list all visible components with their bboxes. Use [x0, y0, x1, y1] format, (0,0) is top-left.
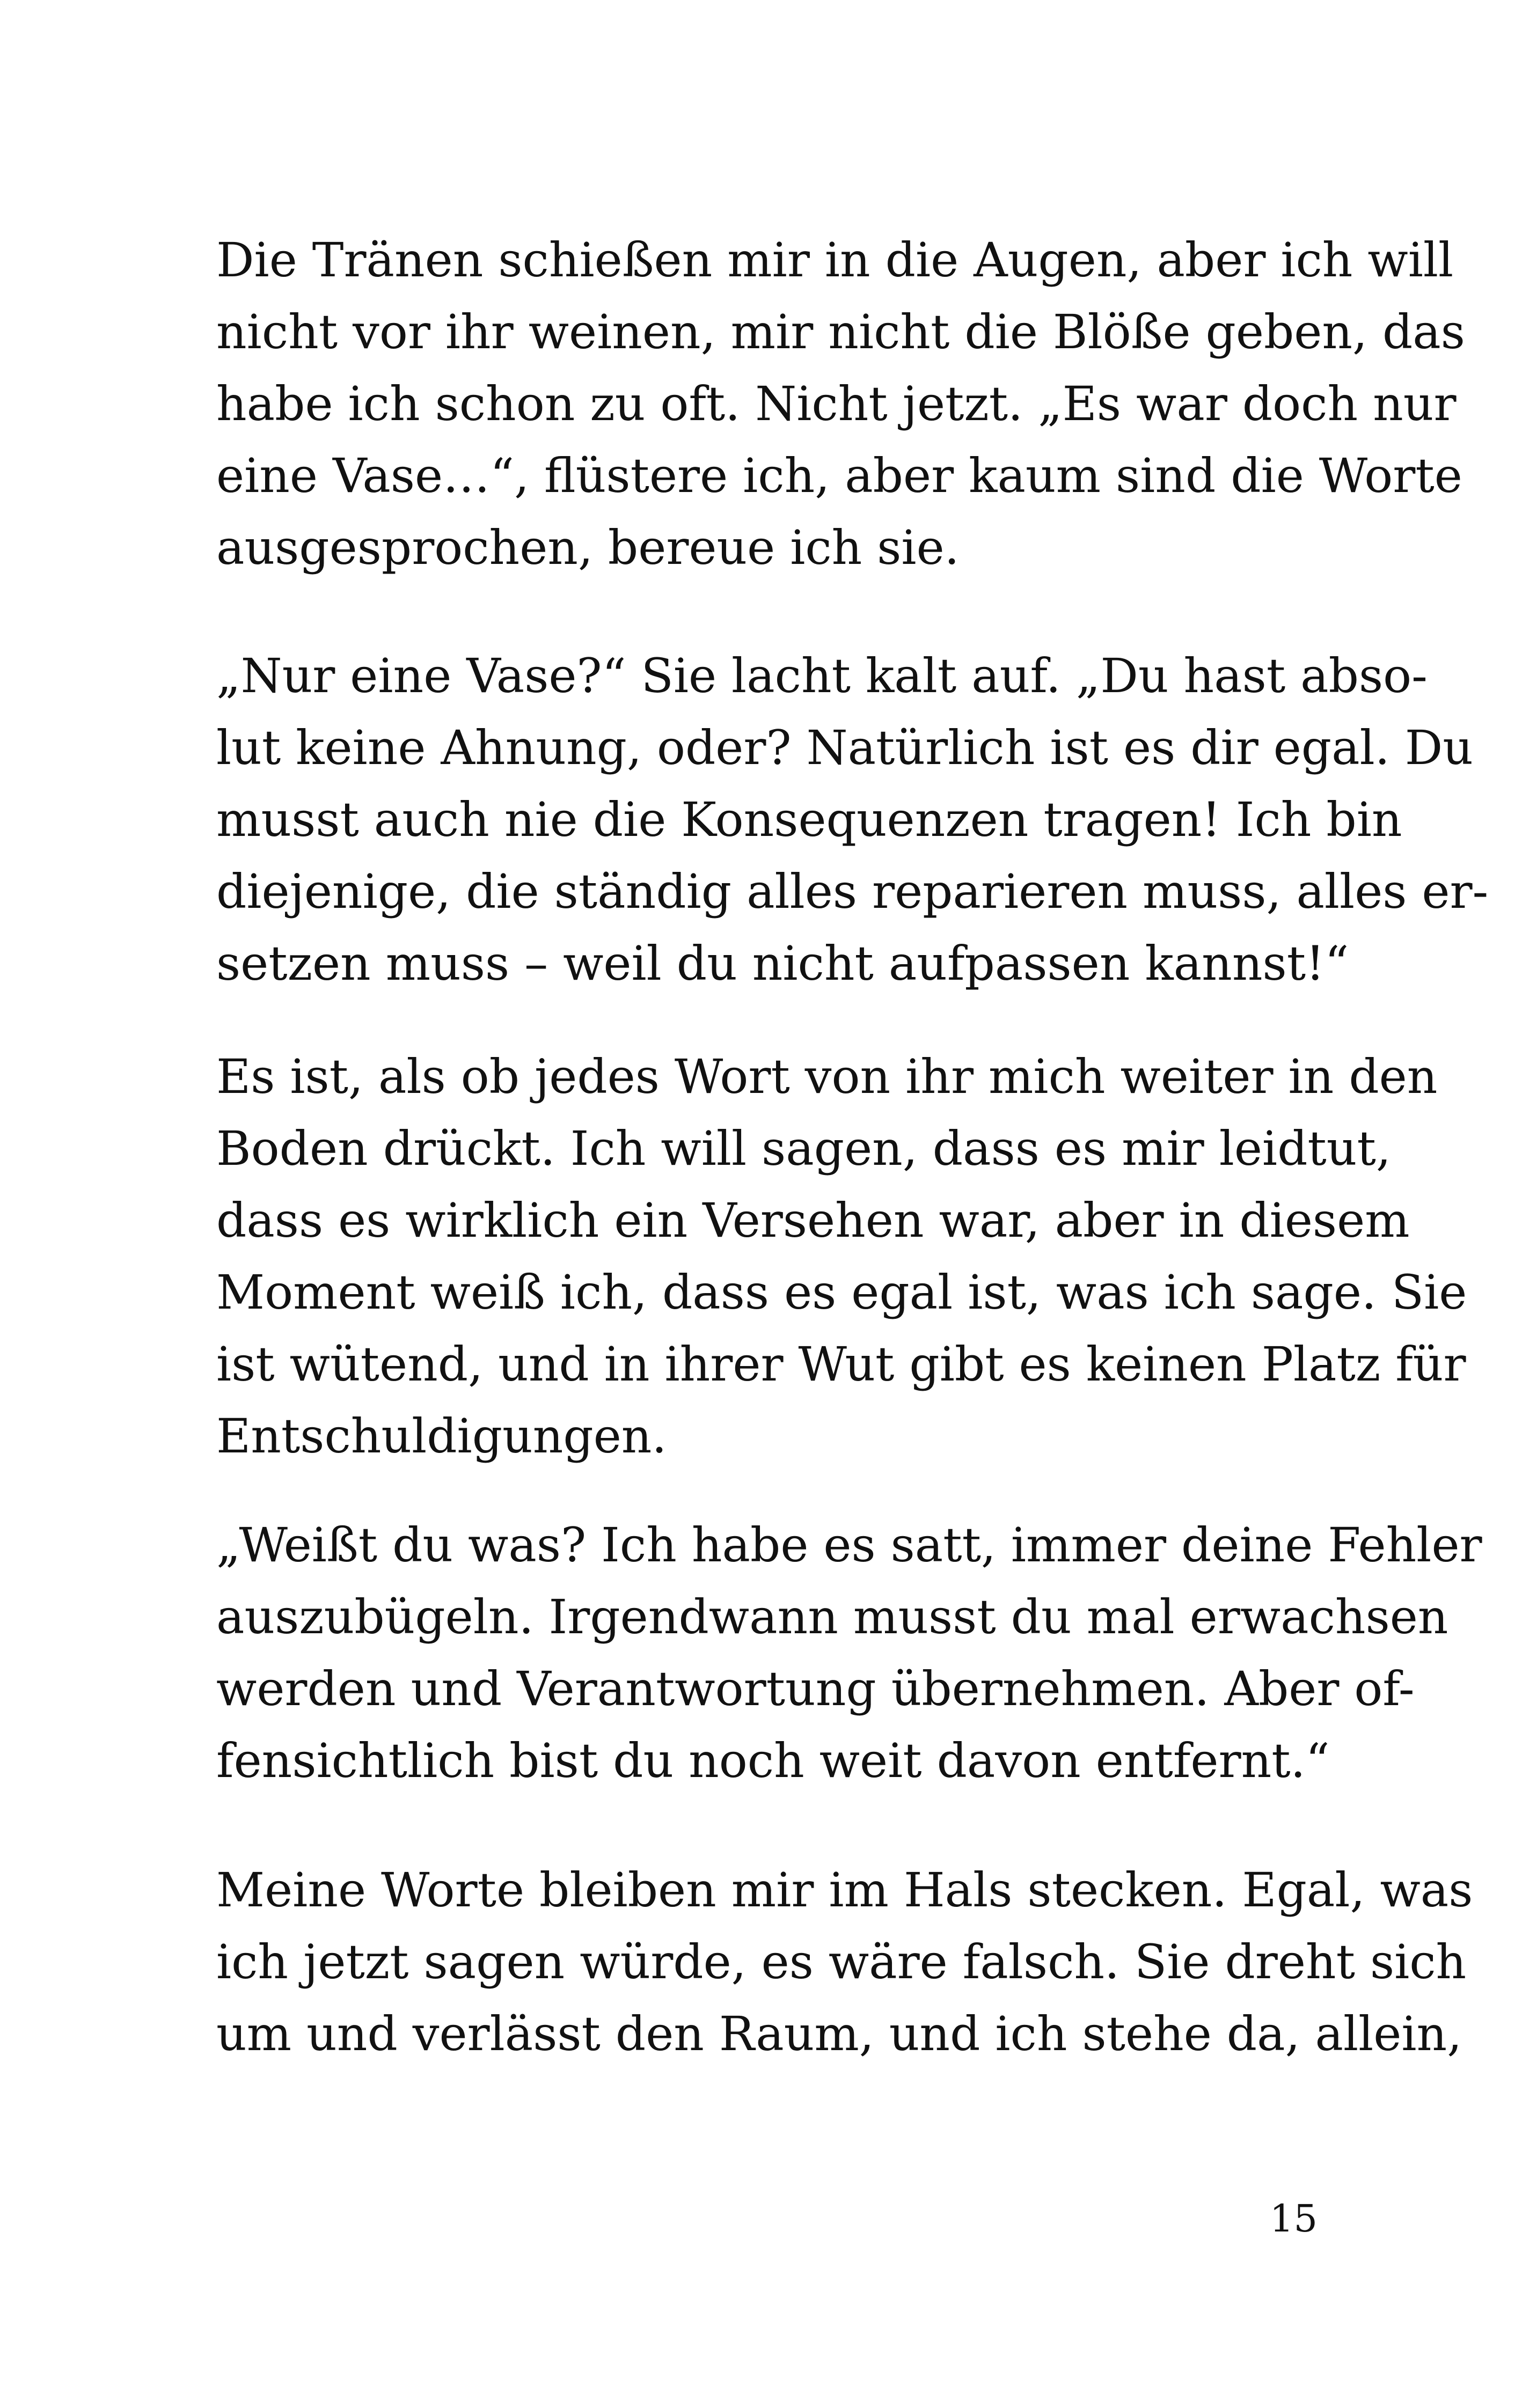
paragraph-1	[216, 224, 1465, 584]
text-line: werden und Verantwortung übernehmen. Aber of-	[216, 1661, 1415, 1716]
text-line: eine Vase…“, flüstere ich, aber kaum sind die Worte	[216, 448, 1462, 503]
text-line: ich jetzt sagen würde, es wäre falsch. Sie dreht sich	[216, 1934, 1467, 1989]
text-line: lut keine Ahnung, oder? Natürlich ist es dir egal. Du	[216, 720, 1473, 775]
text-line: ausgesprochen, bereue ich sie.	[216, 520, 960, 575]
text-line: auszubügeln. Irgendwann musst du mal erwachsen	[216, 1589, 1448, 1645]
text-line: dass es wirklich ein Versehen war, aber in diesem	[216, 1193, 1410, 1248]
paragraph-5	[216, 1854, 1473, 2070]
text-line: Entschuldigungen.	[216, 1408, 667, 1464]
paragraph-2	[216, 640, 1489, 1000]
text-line: setzen muss – weil du nicht aufpassen kannst!“	[216, 936, 1349, 991]
text-line: Moment weiß ich, dass es egal ist, was ich sage. Sie	[216, 1265, 1467, 1320]
text-line: diejenige, die ständig alles reparieren muss, alles er-	[216, 864, 1489, 919]
page-number: 15	[1269, 2197, 1318, 2241]
text-line: um und verlässt den Raum, und ich stehe da, allein,	[216, 2006, 1462, 2061]
text-line: habe ich schon zu oft. Nicht jetzt. „Es war doch nur	[216, 376, 1457, 431]
text-line: fensichtlich bist du noch weit davon entfernt.“	[216, 1733, 1330, 1788]
text-line: „Weißt du was? Ich habe es satt, immer deine Fehler	[216, 1517, 1482, 1573]
text-line: „Nur eine Vase?“ Sie lacht kalt auf. „Du hast abso-	[216, 648, 1428, 703]
text-line: nicht vor ihr weinen, mir nicht die Blöße geben, das	[216, 304, 1465, 359]
text-line: ist wütend, und in ihrer Wut gibt es keinen Platz für	[216, 1337, 1466, 1392]
paragraph-3	[216, 1041, 1467, 1472]
text-line: musst auch nie die Konsequenzen tragen! Ich bin	[216, 792, 1402, 847]
text-line: Es ist, als ob jedes Wort von ihr mich weiter in den	[216, 1049, 1438, 1104]
text-line: Meine Worte bleiben mir im Hals stecken. Egal, was	[216, 1862, 1473, 1918]
text-line: Die Tränen schießen mir in die Augen, aber ich will	[216, 232, 1454, 288]
paragraph-4	[216, 1509, 1482, 1797]
text-line: Boden drückt. Ich will sagen, dass es mir leidtut,	[216, 1121, 1391, 1176]
